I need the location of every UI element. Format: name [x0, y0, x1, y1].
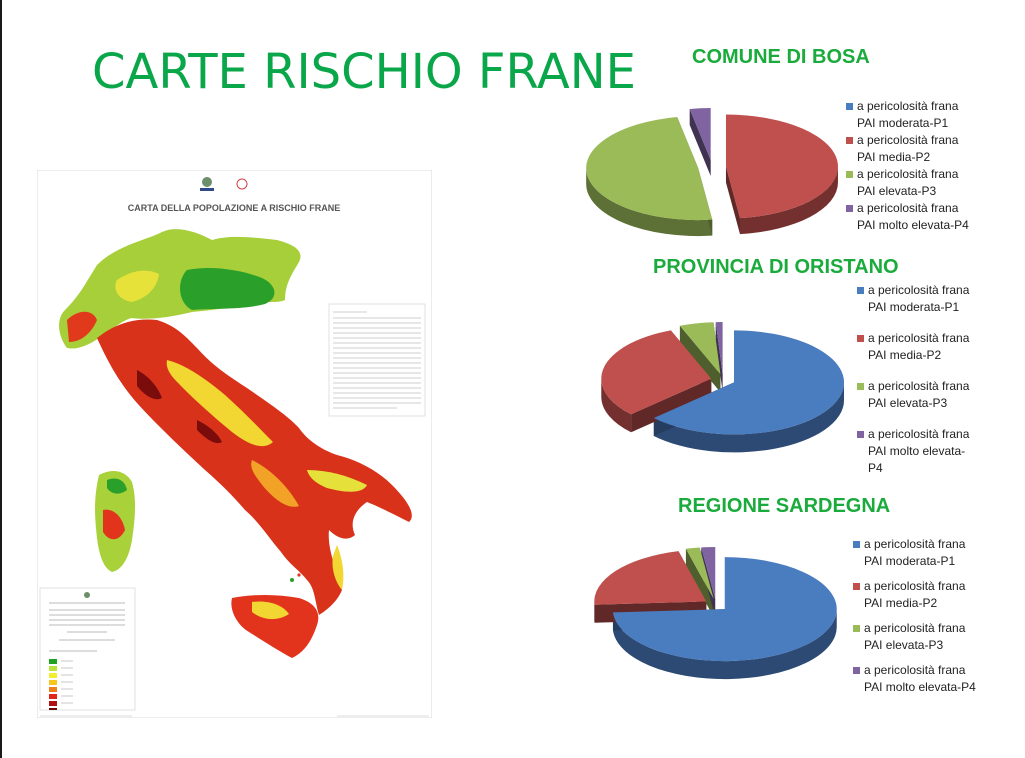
legend-label-p1	[868, 282, 969, 316]
legend-text-line: PAI molto elevata-P4	[864, 680, 976, 694]
landslide-risk-map	[37, 170, 432, 718]
legend-text-line: a pericolosità frana	[868, 283, 970, 297]
legend-text-line: PAI moderata-P1	[868, 300, 960, 314]
legend-label-p4	[864, 662, 976, 696]
legend-label-p4	[857, 200, 969, 234]
legend-sardegna	[853, 536, 1003, 696]
legend-text-line: PAI moderata-P1	[864, 554, 956, 568]
legend-label-p1	[857, 98, 958, 132]
legend-item-p2	[853, 578, 1003, 612]
chart-title-oristano: PROVINCIA DI ORISTANO	[653, 256, 899, 278]
legend-label-p3	[864, 620, 965, 654]
legend-swatch-p1	[846, 103, 853, 110]
legend-label-p2	[864, 578, 965, 612]
legend-text-line: a pericolosità frana	[864, 663, 966, 677]
legend-text-line: a pericolosità frana	[864, 579, 966, 593]
italy-map-image	[37, 170, 432, 718]
legend-text-line: a pericolosità frana	[857, 201, 959, 215]
legend-item-p3	[857, 378, 997, 412]
legend-label-p4	[868, 426, 969, 477]
legend-swatch-p4	[853, 667, 860, 674]
slide-title: CARTE RISCHIO FRANE	[92, 44, 636, 100]
legend-item-p1	[846, 98, 996, 132]
legend-swatch-p4	[857, 431, 864, 438]
legend-text-line: P4	[868, 461, 883, 475]
legend-item-p4	[853, 662, 1003, 696]
legend-text-line: PAI elevata-P3	[864, 638, 944, 652]
legend-item-p3	[853, 620, 1003, 654]
legend-item-p2	[846, 132, 996, 166]
legend-swatch-p3	[857, 383, 864, 390]
legend-swatch-p2	[857, 335, 864, 342]
chart-title-bosa: COMUNE DI BOSA	[692, 46, 870, 68]
legend-text-line: a pericolosità frana	[857, 99, 959, 113]
legend-swatch-p4	[846, 205, 853, 212]
legend-text-line: PAI elevata-P3	[857, 184, 937, 198]
legend-item-p4	[846, 200, 996, 234]
legend-text-line: a pericolosità frana	[868, 427, 970, 441]
legend-swatch-p1	[853, 541, 860, 548]
legend-label-p3	[857, 166, 958, 200]
legend-text-line: PAI molto elevata-	[868, 444, 966, 458]
legend-item-p4	[857, 426, 997, 477]
legend-item-p3	[846, 166, 996, 200]
legend-text-line: PAI media-P2	[857, 150, 931, 164]
map-legend-swatches	[49, 659, 57, 710]
legend-text-line: a pericolosità frana	[864, 537, 966, 551]
legend-swatch-p2	[846, 137, 853, 144]
legend-text-line: a pericolosità frana	[868, 379, 970, 393]
legend-text-line: a pericolosità frana	[868, 331, 970, 345]
legend-item-p1	[857, 282, 997, 316]
legend-text-line: a pericolosità frana	[857, 133, 959, 147]
pie-chart-sardegna	[598, 545, 838, 680]
left-edge-bar	[0, 0, 2, 758]
legend-text-line: PAI media-P2	[868, 348, 942, 362]
legend-text-line: PAI elevata-P3	[868, 396, 948, 410]
pie-chart-bosa	[590, 105, 840, 235]
map-title: CARTA DELLA POPOLAZIONE A RISCHIO FRANE	[127, 203, 341, 213]
legend-swatch-p3	[846, 171, 853, 178]
legend-bosa	[846, 98, 996, 234]
legend-item-p1	[853, 536, 1003, 570]
chart-title-sardegna: REGIONE SARDEGNA	[678, 495, 891, 517]
legend-item-p2	[857, 330, 997, 364]
legend-swatch-p1	[857, 287, 864, 294]
pie-slice-bosa-p4	[690, 108, 711, 160]
legend-label-p3	[868, 378, 969, 412]
legend-label-p2	[857, 132, 958, 166]
legend-text-line: PAI moderata-P1	[857, 116, 949, 130]
legend-label-p1	[864, 536, 965, 570]
pie-chart-oristano	[605, 320, 845, 455]
legend-oristano	[857, 282, 997, 477]
legend-label-p2	[868, 330, 969, 364]
legend-text-line: PAI media-P2	[864, 596, 938, 610]
legend-swatch-p2	[853, 583, 860, 590]
legend-swatch-p3	[853, 625, 860, 632]
legend-text-line: PAI molto elevata-P4	[857, 218, 969, 232]
legend-text-line: a pericolosità frana	[857, 167, 959, 181]
legend-text-line: a pericolosità frana	[864, 621, 966, 635]
